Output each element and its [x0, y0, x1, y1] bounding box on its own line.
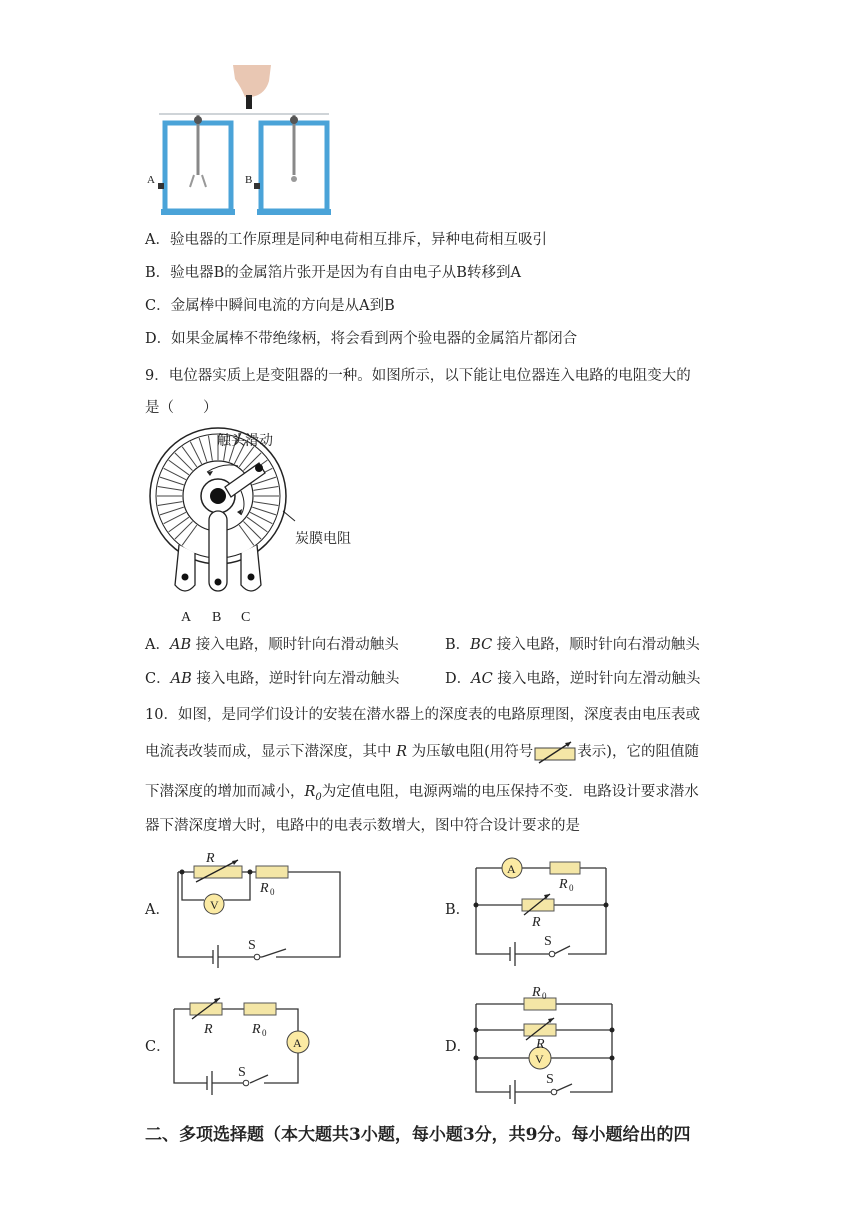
svg-text:R: R — [252, 1022, 261, 1037]
ammeter-icon: A — [507, 862, 516, 876]
q9-option-c: C．AB 接入电路，逆时针向左滑动触头 — [145, 671, 400, 687]
q10-stem-line3: 下潜深度的增加而减小，$R_0$为定值电阻，电源两端的电压保持不变．电路设计要求潜水 — [145, 784, 699, 803]
svg-text:0: 0 — [270, 887, 275, 897]
voltmeter-icon: V — [535, 1052, 544, 1066]
varistor-symbol-icon — [533, 739, 577, 765]
svg-text:0: 0 — [262, 1028, 267, 1038]
circuit-c-label: C． — [145, 1039, 171, 1055]
svg-text:0: 0 — [569, 883, 574, 893]
q9-option-d: D．AC 接入电路，逆时针向左滑动触头 — [445, 671, 701, 687]
svg-text:R: R — [260, 881, 269, 896]
circuit-a-label: A． — [145, 902, 170, 918]
electroscope-label-b: B — [245, 174, 253, 186]
q8-option-c: C．金属棒中瞬间电流的方向是从A到B — [145, 298, 395, 314]
svg-text:R: R — [559, 877, 568, 892]
svg-text:R: R — [206, 851, 215, 866]
circuit-a — [168, 848, 343, 968]
q8-option-a: A．验电器的工作原理是同种电荷相互排斥，异种电荷相互吸引 — [145, 232, 547, 248]
electroscope-figure — [145, 65, 335, 220]
svg-text:R: R — [536, 1037, 545, 1052]
svg-text:S: S — [544, 934, 552, 949]
q9-option-a: A．AB 接入电路，顺时针向右滑动触头 — [145, 637, 399, 653]
svg-text:S: S — [248, 938, 256, 953]
svg-text:S: S — [546, 1072, 554, 1087]
q10-stem-line4: 器下潜深度增大时，电路中的电表示数增大，图中符合设计要求的是 — [145, 818, 580, 834]
ammeter-icon: A — [293, 1036, 302, 1050]
terminal-label-a: A — [181, 610, 192, 625]
circuit-b-label: B． — [445, 902, 471, 918]
svg-text:R: R — [532, 915, 541, 930]
terminal-label-b: B — [212, 610, 222, 625]
voltmeter-icon: V — [210, 898, 219, 912]
circuit-d — [470, 984, 620, 1104]
q8-option-d: D．如果金属棒不带绝缘柄，将会看到两个验电器的金属箔片都闭合 — [145, 331, 578, 347]
section-2-heading: 二、多项选择题（本大题共3小题，每小题3分，共9分。每小题给出的四 — [145, 1125, 691, 1145]
q9-stem-line1: 9．电位器实质上是变阻器的一种。如图所示，以下能让电位器连入电路的电阻变大的 — [145, 368, 691, 384]
electroscope-label-a: A — [147, 174, 155, 186]
svg-text:R: R — [532, 985, 541, 1000]
q10-stem-line2: 电流表改装而成，显示下潜深度，其中 R 为压敏电阻(用符号 表示)，它的阻值随 — [145, 739, 699, 765]
circuit-c — [168, 995, 323, 1095]
circuit-b — [470, 850, 615, 968]
q8-option-b: B．验电器B的金属箔片张开是因为有自由电子从B转移到A — [145, 265, 521, 281]
svg-text:S: S — [238, 1065, 246, 1080]
label-slider: 触头滑动 — [217, 434, 273, 449]
q9-option-b: B．BC 接入电路，顺时针向右滑动触头 — [445, 637, 700, 653]
q10-stem-line1: 10．如图，是同学们设计的安装在潜水器上的深度表的电路原理图，深度表由电压表或 — [145, 707, 700, 723]
terminal-label-c: C — [241, 610, 251, 625]
label-carbon-resistor: 炭膜电阻 — [295, 532, 351, 547]
circuit-d-label: D． — [445, 1039, 472, 1055]
svg-text:R: R — [204, 1022, 213, 1037]
svg-text:0: 0 — [542, 991, 547, 1001]
q9-stem-line2: 是（ ） — [145, 400, 218, 416]
potentiometer-figure — [145, 425, 375, 625]
